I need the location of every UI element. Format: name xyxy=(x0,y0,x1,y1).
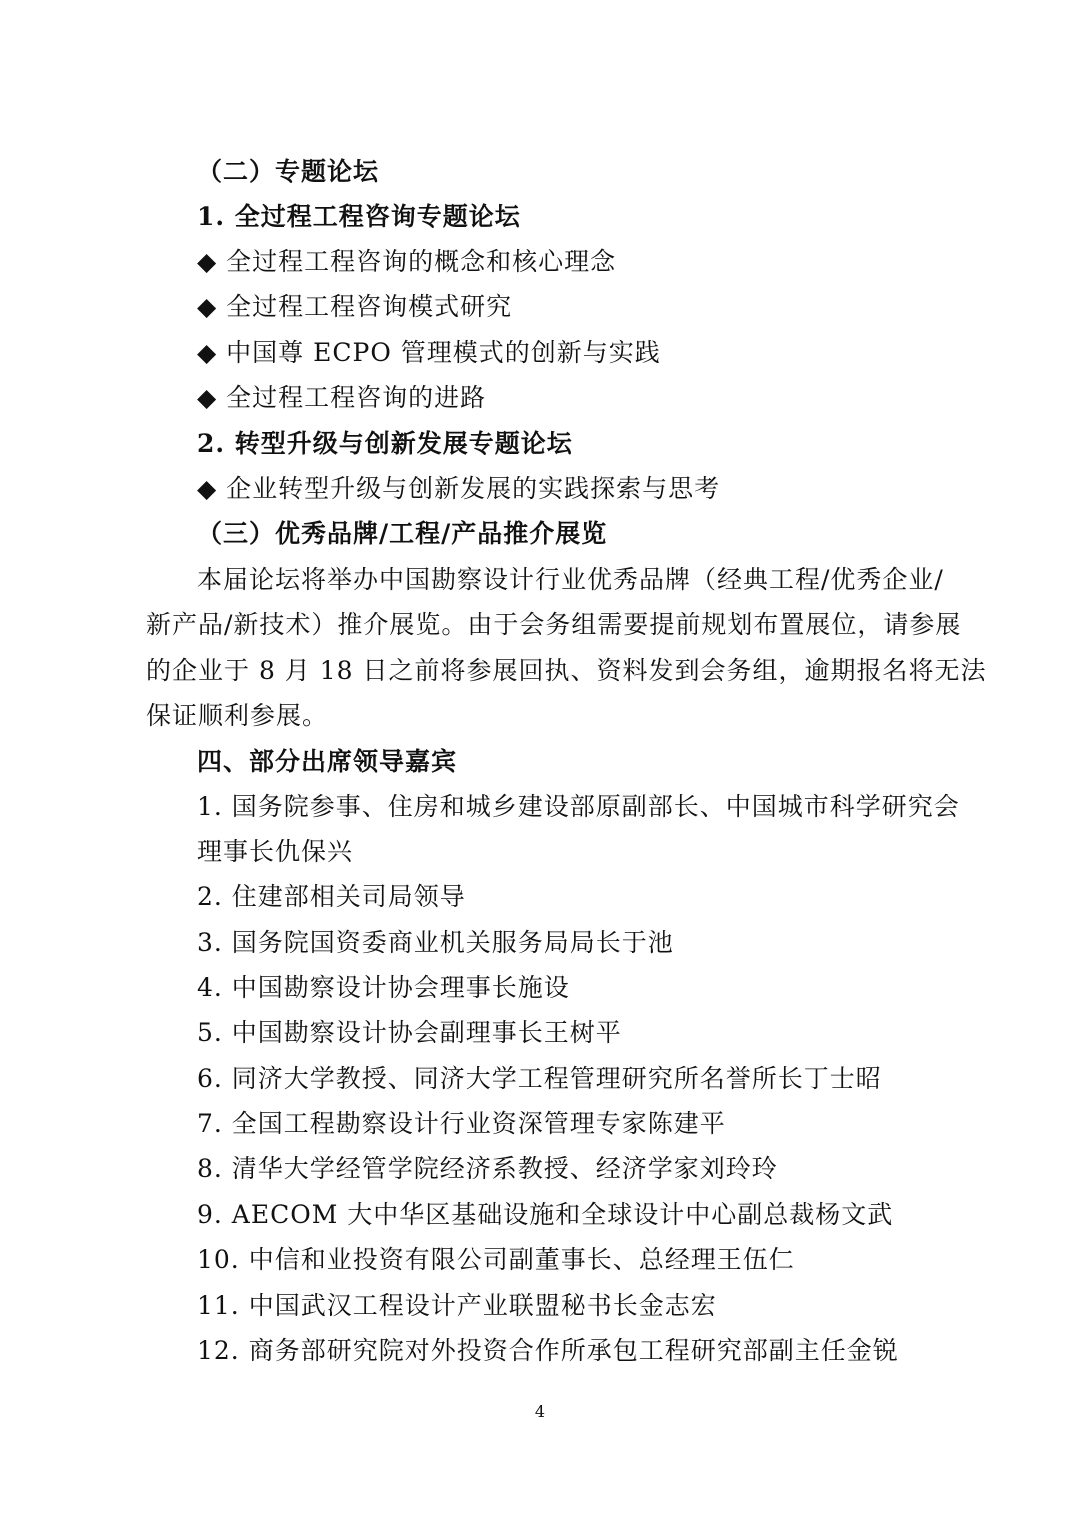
paragraph-line: 保证顺利参展。 xyxy=(146,701,329,730)
page-number: 4 xyxy=(534,1402,546,1421)
forum-1-item: ◆ 中国尊 ECPO 管理模式的创新与实践 xyxy=(197,338,661,367)
paragraph-line: 的企业于 8 月 18 日之前将参展回执、资料发到会务组，逾期报名将无法 xyxy=(146,656,987,685)
forum-1-item: ◆ 全过程工程咨询的进路 xyxy=(197,383,487,412)
guest-item: 1. 国务院参事、住房和城乡建设部原副部长、中国城市科学研究会 xyxy=(197,792,960,821)
section-two-heading: （二）专题论坛 xyxy=(197,157,380,186)
guest-item: 4. 中国勘察设计协会理事长施设 xyxy=(197,973,570,1002)
guest-item: 12. 商务部研究院对外投资合作所承包工程研究部副主任金锐 xyxy=(197,1336,899,1365)
paragraph-line: 本届论坛将举办中国勘察设计行业优秀品牌（经典工程/优秀企业/ xyxy=(197,565,944,594)
section-four-heading: 四、部分出席领导嘉宾 xyxy=(197,747,458,776)
guest-item: 5. 中国勘察设计协会副理事长王树平 xyxy=(197,1018,622,1047)
guest-item-continued: 理事长仇保兴 xyxy=(197,837,354,866)
forum-1-title: 1. 全过程工程咨询专题论坛 xyxy=(197,202,521,231)
forum-2-item: ◆ 企业转型升级与创新发展的实践探索与思考 xyxy=(197,474,721,503)
forum-1-item: ◆ 全过程工程咨询模式研究 xyxy=(197,292,513,321)
guest-item: 3. 国务院国资委商业机关服务局局长于池 xyxy=(197,928,674,957)
guest-item: 9. AECOM 大中华区基础设施和全球设计中心副总裁杨文武 xyxy=(197,1200,894,1229)
forum-1-item: ◆ 全过程工程咨询的概念和核心理念 xyxy=(197,247,617,276)
guest-item: 11. 中国武汉工程设计产业联盟秘书长金志宏 xyxy=(197,1291,717,1320)
section-three-heading: （三）优秀品牌/工程/产品推介展览 xyxy=(197,519,608,548)
guest-item: 10. 中信和业投资有限公司副董事长、总经理王伍仁 xyxy=(197,1245,795,1274)
guest-item: 6. 同济大学教授、同济大学工程管理研究所名誉所长丁士昭 xyxy=(197,1064,882,1093)
guest-item: 7. 全国工程勘察设计行业资深管理专家陈建平 xyxy=(197,1109,726,1138)
forum-2-title: 2. 转型升级与创新发展专题论坛 xyxy=(197,429,573,458)
guest-item: 8. 清华大学经管学院经济系教授、经济学家刘玲玲 xyxy=(197,1154,778,1183)
guest-item: 2. 住建部相关司局领导 xyxy=(197,882,466,911)
paragraph-line: 新产品/新技术）推介展览。由于会务组需要提前规划布置展位，请参展 xyxy=(146,610,962,639)
